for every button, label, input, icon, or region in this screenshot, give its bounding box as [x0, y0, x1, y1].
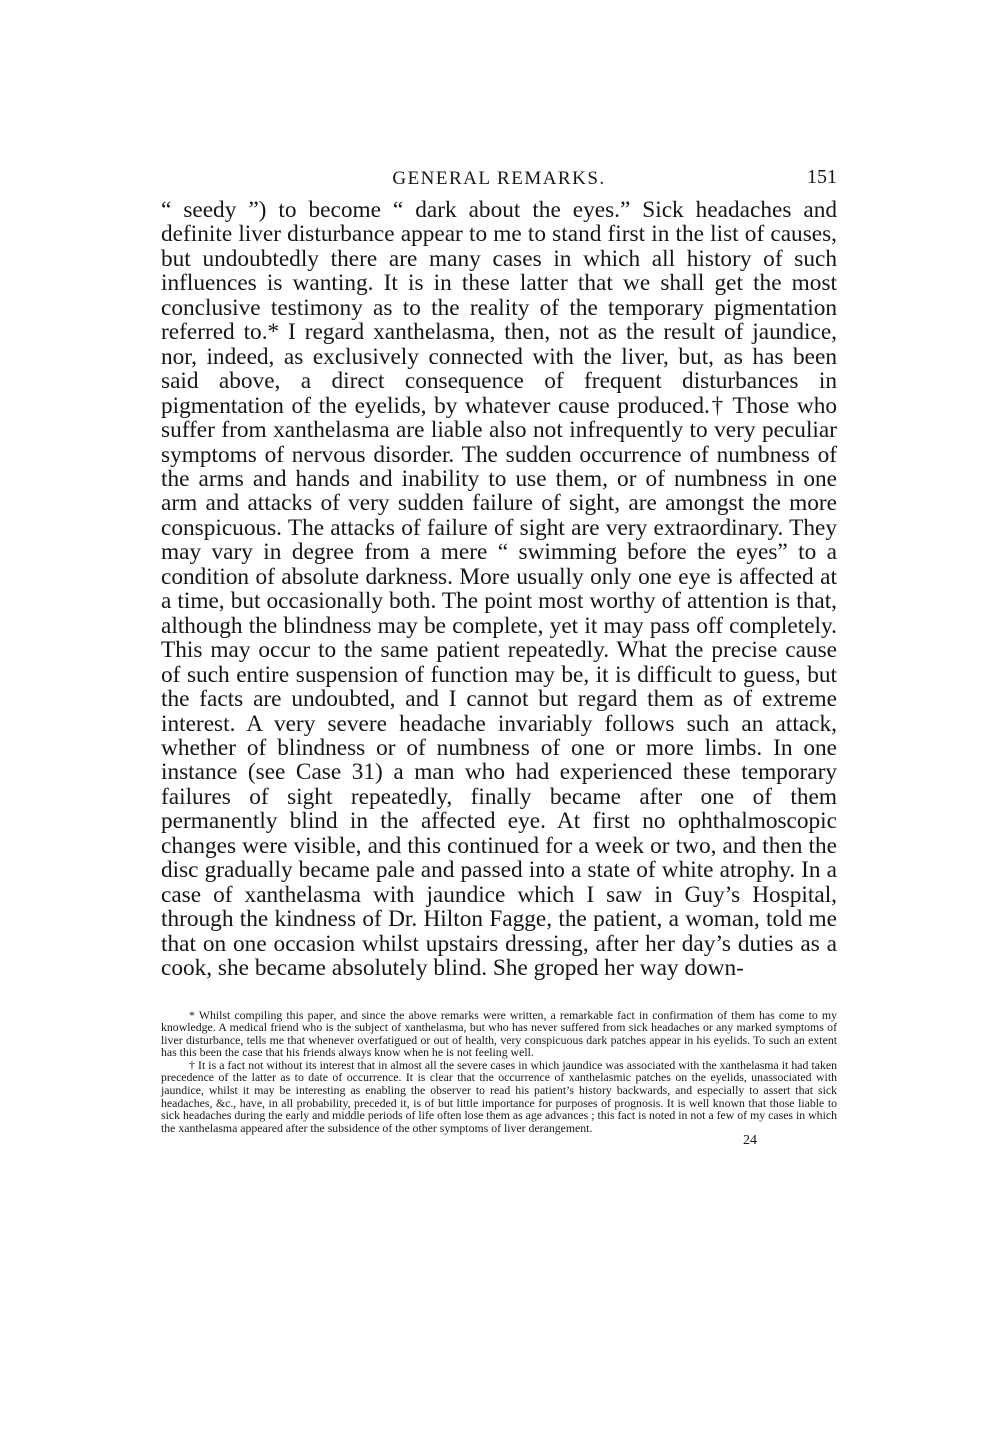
- page-number: 151: [807, 166, 837, 188]
- running-head: [161, 158, 837, 198]
- footnotes: [161, 1009, 837, 1135]
- signature-mark: 24: [743, 1133, 757, 1149]
- book-page: [161, 158, 837, 1149]
- body-paragraph: “ seedy ”) to become “ dark about the eyes.” Sick headaches and definite liver disturbance appear to me to stand first in the list of causes, but undoubtedly there are many cases in which all history of such influences is wanting. It is in these latter that we shall get the most conclusive testimony as to the reality of the temporary pigmentation referred to.* I regard xanthelasma, then, not as the result of jaundice, nor, indeed, as exclusively connected with the liver, but, as has been said above, a direct consequence of frequent disturbances in pigmentation of the eyelids, by whatever cause produced.† Those who suffer from xanthelasma are liable also not infrequently to very peculiar symptoms of nervous disorder. The sudden occurrence of numbness of the arms and hands and inability to use them, or of numbness in one arm and attacks of very sudden failure of sight, are amongst the more conspicuous. The attacks of failure of sight are very extraordinary. They may vary in degree from a mere “ swimming before the eyes” to a condition of absolute darkness. More usually only one eye is affected at a time, but occasionally both. The point most worthy of attention is that, although the blindness may be complete, yet it may pass off completely. This may occur to the same patient repeatedly. What the precise cause of such entire suspension of function may be, it is difficult to guess, but the facts are undoubted, and I cannot but regard them as of extreme interest. A very severe headache invariably follows such an attack, whether of blindness or of numbness of one or more limbs. In one instance (see Case 31) a man who had experienced these temporary failures of sight repeatedly, finally became after one of them permanently blind in the affected eye. At first no ophthalmoscopic changes were visible, and this continued for a week or two, and then the disc gradually became pale and passed into a state of white atrophy. In a case of xanthelasma with jaundice which I saw in Guy’s Hospital, through the kindness of Dr. Hilton Fagge, the patient, a woman, told me that on one occasion whilst upstairs dressing, after her day’s duties as a cook, she became absolutely blind. She groped her way down-: [161, 197, 837, 982]
- footnote-dagger: † It is a fact not without its interest that in almost all the severe cases in which jaundice was associated with the xanthelasma it had taken precedence of the latter as to date of occurrence. It is clear that the occurrence of xanthelasmic patches on the eyelids, unassociated with jaundice, whilst it may be interesting as enabling the observer to read his patient’s history backwards, and especially to assert that sick headaches, &c., have, in all probability, preceded it, is of but little importance for purposes of prognosis. It is well known that those liable to sick headaches during the early and middle periods of life often lose them as age advances ; this fact is noted in not a few of my cases in which the xanthelasma appeared after the subsidence of the other symptoms of liver derangement.: [161, 1057, 837, 1135]
- footnote-asterisk: * Whilst compiling this paper, and since the above remarks were written, a remarkable fact in confirmation of them has come to my knowledge. A medical friend who is the subject of xanthelasma, but who has never suffered from sick headaches or any marked symptoms of liver disturbance, tells me that whenever overfatigued or out of health, very conspicuous dark patches appear in his eyelids. To such an extent has this been the case that his friends always know when he is not feeling well.: [161, 1007, 837, 1060]
- running-title: GENERAL REMARKS.: [392, 168, 606, 189]
